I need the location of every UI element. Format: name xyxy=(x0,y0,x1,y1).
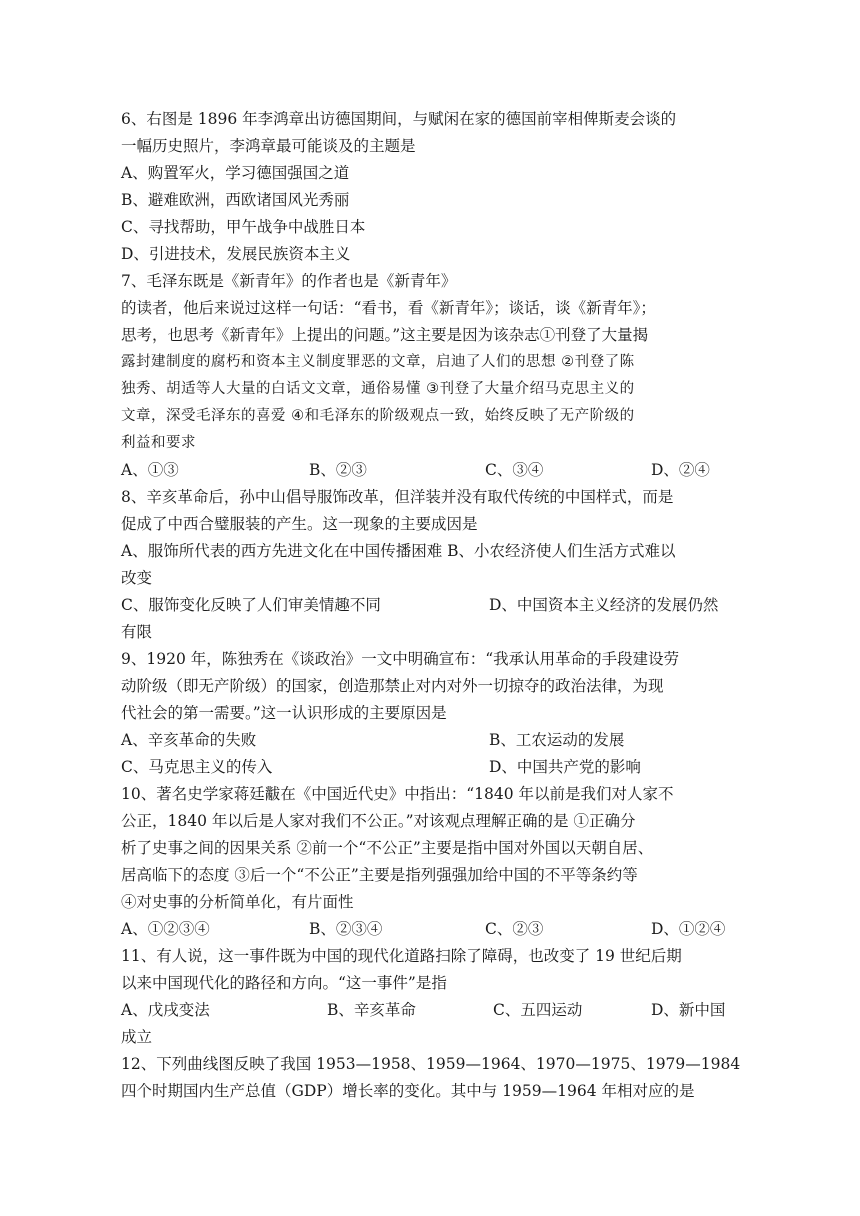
q6-option-b: B、避难欧洲，西欧诸国风光秀丽 xyxy=(121,191,350,209)
q6-option-a: A、购置军火，学习德国强国之道 xyxy=(121,164,350,182)
q9-option-b: B、工农运动的发展 xyxy=(489,731,625,749)
q11-options xyxy=(121,997,741,1024)
q8-option-c: C、服饰变化反映了人们审美情趣不同 xyxy=(121,596,381,614)
q8-options-ab: A、服饰所代表的西方先进文化在中国传播困难 B、小农经济使人们生活方式难以 xyxy=(121,542,676,560)
q9-option-a: A、辛亥革命的失败 xyxy=(121,731,257,749)
q9-option-d: D、中国共产党的影响 xyxy=(489,758,641,776)
q8-stem-line-2: 促成了中西合璧服装的产生。这一现象的主要成因是 xyxy=(121,515,478,533)
q11-option-b: B、辛亥革命 xyxy=(327,1001,416,1019)
q10-options xyxy=(121,916,741,943)
q10-stem-line-4: 居高临下的态度 ③后一个“不公正”主要是指列强强加给中国的不平等条约等 xyxy=(121,866,638,884)
q10-option-b: B、②③④ xyxy=(309,920,383,938)
q7-stem-line-7: 利益和要求 xyxy=(121,435,196,451)
q7-option-a: A、①③ xyxy=(121,461,179,479)
q10-option-c: C、②③ xyxy=(485,920,544,938)
q6-stem-line-1: 6、右图是 1896 年李鸿章出访德国期间，与赋闲在家的德国前宰相俾斯麦会谈的 xyxy=(121,110,677,128)
q10-option-a: A、①②③④ xyxy=(121,920,210,938)
q6-option-d: D、引进技术，发展民族资本主义 xyxy=(121,245,351,263)
q8-options-ab-cont: 改变 xyxy=(121,569,153,587)
q7-stem-line-3: 思考，也思考《新青年》上提出的问题。”这主要是因为该杂志①刊登了大量揭 xyxy=(121,326,649,344)
document-page xyxy=(121,106,741,1105)
q7-stem-line-6: 文章，深受毛泽东的喜爱 ④和毛泽东的阶级观点一致，始终反映了无产阶级的 xyxy=(121,408,635,424)
q10-option-d: D、①②④ xyxy=(651,920,726,938)
q7-stem-line-4: 露封建制度的腐朽和资本主义制度罪恶的文章，启迪了人们的思想 ②刊登了陈 xyxy=(121,354,635,370)
q9-stem-line-1: 9、1920 年，陈独秀在《谈政治》一文中明确宣布：“我承认用革命的手段建设劳 xyxy=(121,650,680,668)
q9-stem-line-3: 代社会的第一需要。”这一认识形成的主要原因是 xyxy=(121,704,447,722)
q9-stem-line-2: 动阶级（即无产阶级）的国家，创造那禁止对内对外一切掠夺的政治法律，为现 xyxy=(121,677,664,695)
q9-options-ab xyxy=(121,727,741,754)
q7-stem-line-5: 独秀、胡适等人大量的白话文文章，通俗易懂 ③刊登了大量介绍马克思主义的 xyxy=(121,381,635,397)
q11-option-c: C、五四运动 xyxy=(493,1001,583,1019)
q8-option-d: D、中国资本主义经济的发展仍然 xyxy=(489,596,719,614)
q11-option-a: A、戊戌变法 xyxy=(121,1001,210,1019)
q11-stem-line-1: 11、有人说，这一事件既为中国的现代化道路扫除了障碍，也改变了 19 世纪后期 xyxy=(121,947,682,965)
q11-option-d-cont: 成立 xyxy=(121,1028,153,1046)
q10-stem-line-3: 析了史事之间的因果关系 ②前一个“不公正”主要是指中国对外国以天朝自居、 xyxy=(121,839,654,857)
q7-stem-line-1: 7、毛泽东既是《新青年》的作者也是《新青年》 xyxy=(121,272,457,290)
q11-stem-line-2: 以来中国现代化的路径和方向。“这一事件”是指 xyxy=(121,974,447,992)
q7-stem-line-2: 的读者，他后来说过这样一句话：“看书，看《新青年》；谈话，谈《新青年》； xyxy=(121,299,656,317)
q7-options xyxy=(121,457,741,484)
q10-stem-line-5: ④对史事的分析简单化，有片面性 xyxy=(121,893,354,911)
q7-option-b: B、②③ xyxy=(309,461,367,479)
q10-stem-line-2: 公正，1840 年以后是人家对我们不公正。”对该观点理解正确的是 ①正确分 xyxy=(121,812,636,830)
q9-option-c: C、马克思主义的传入 xyxy=(121,758,273,776)
q7-option-c: C、③④ xyxy=(485,461,544,479)
q8-options-cd-cont: 有限 xyxy=(121,623,153,641)
q10-stem-line-1: 10、著名史学家蒋廷黻在《中国近代史》中指出：“1840 年以前是我们对人家不 xyxy=(121,785,674,803)
q6-stem-line-2: 一幅历史照片，李鸿章最可能谈及的主题是 xyxy=(121,137,416,155)
q6-option-c: C、寻找帮助，甲午战争中战胜日本 xyxy=(121,218,366,236)
q8-options-cd xyxy=(121,592,741,619)
q12-stem-line-1: 12、下列曲线图反映了我国 1953—1958、1959—1964、1970—1975、1979—1984 xyxy=(121,1055,741,1073)
q12-stem-line-2: 四个时期国内生产总值（GDP）增长率的变化。其中与 1959—1964 年相对应的是 xyxy=(121,1082,695,1100)
q11-option-d: D、新中国 xyxy=(651,1001,726,1019)
q7-option-d: D、②④ xyxy=(651,461,710,479)
q8-stem-line-1: 8、辛亥革命后，孙中山倡导服饰改革，但洋装并没有取代传统的中国样式，而是 xyxy=(121,488,674,506)
q9-options-cd xyxy=(121,754,741,781)
